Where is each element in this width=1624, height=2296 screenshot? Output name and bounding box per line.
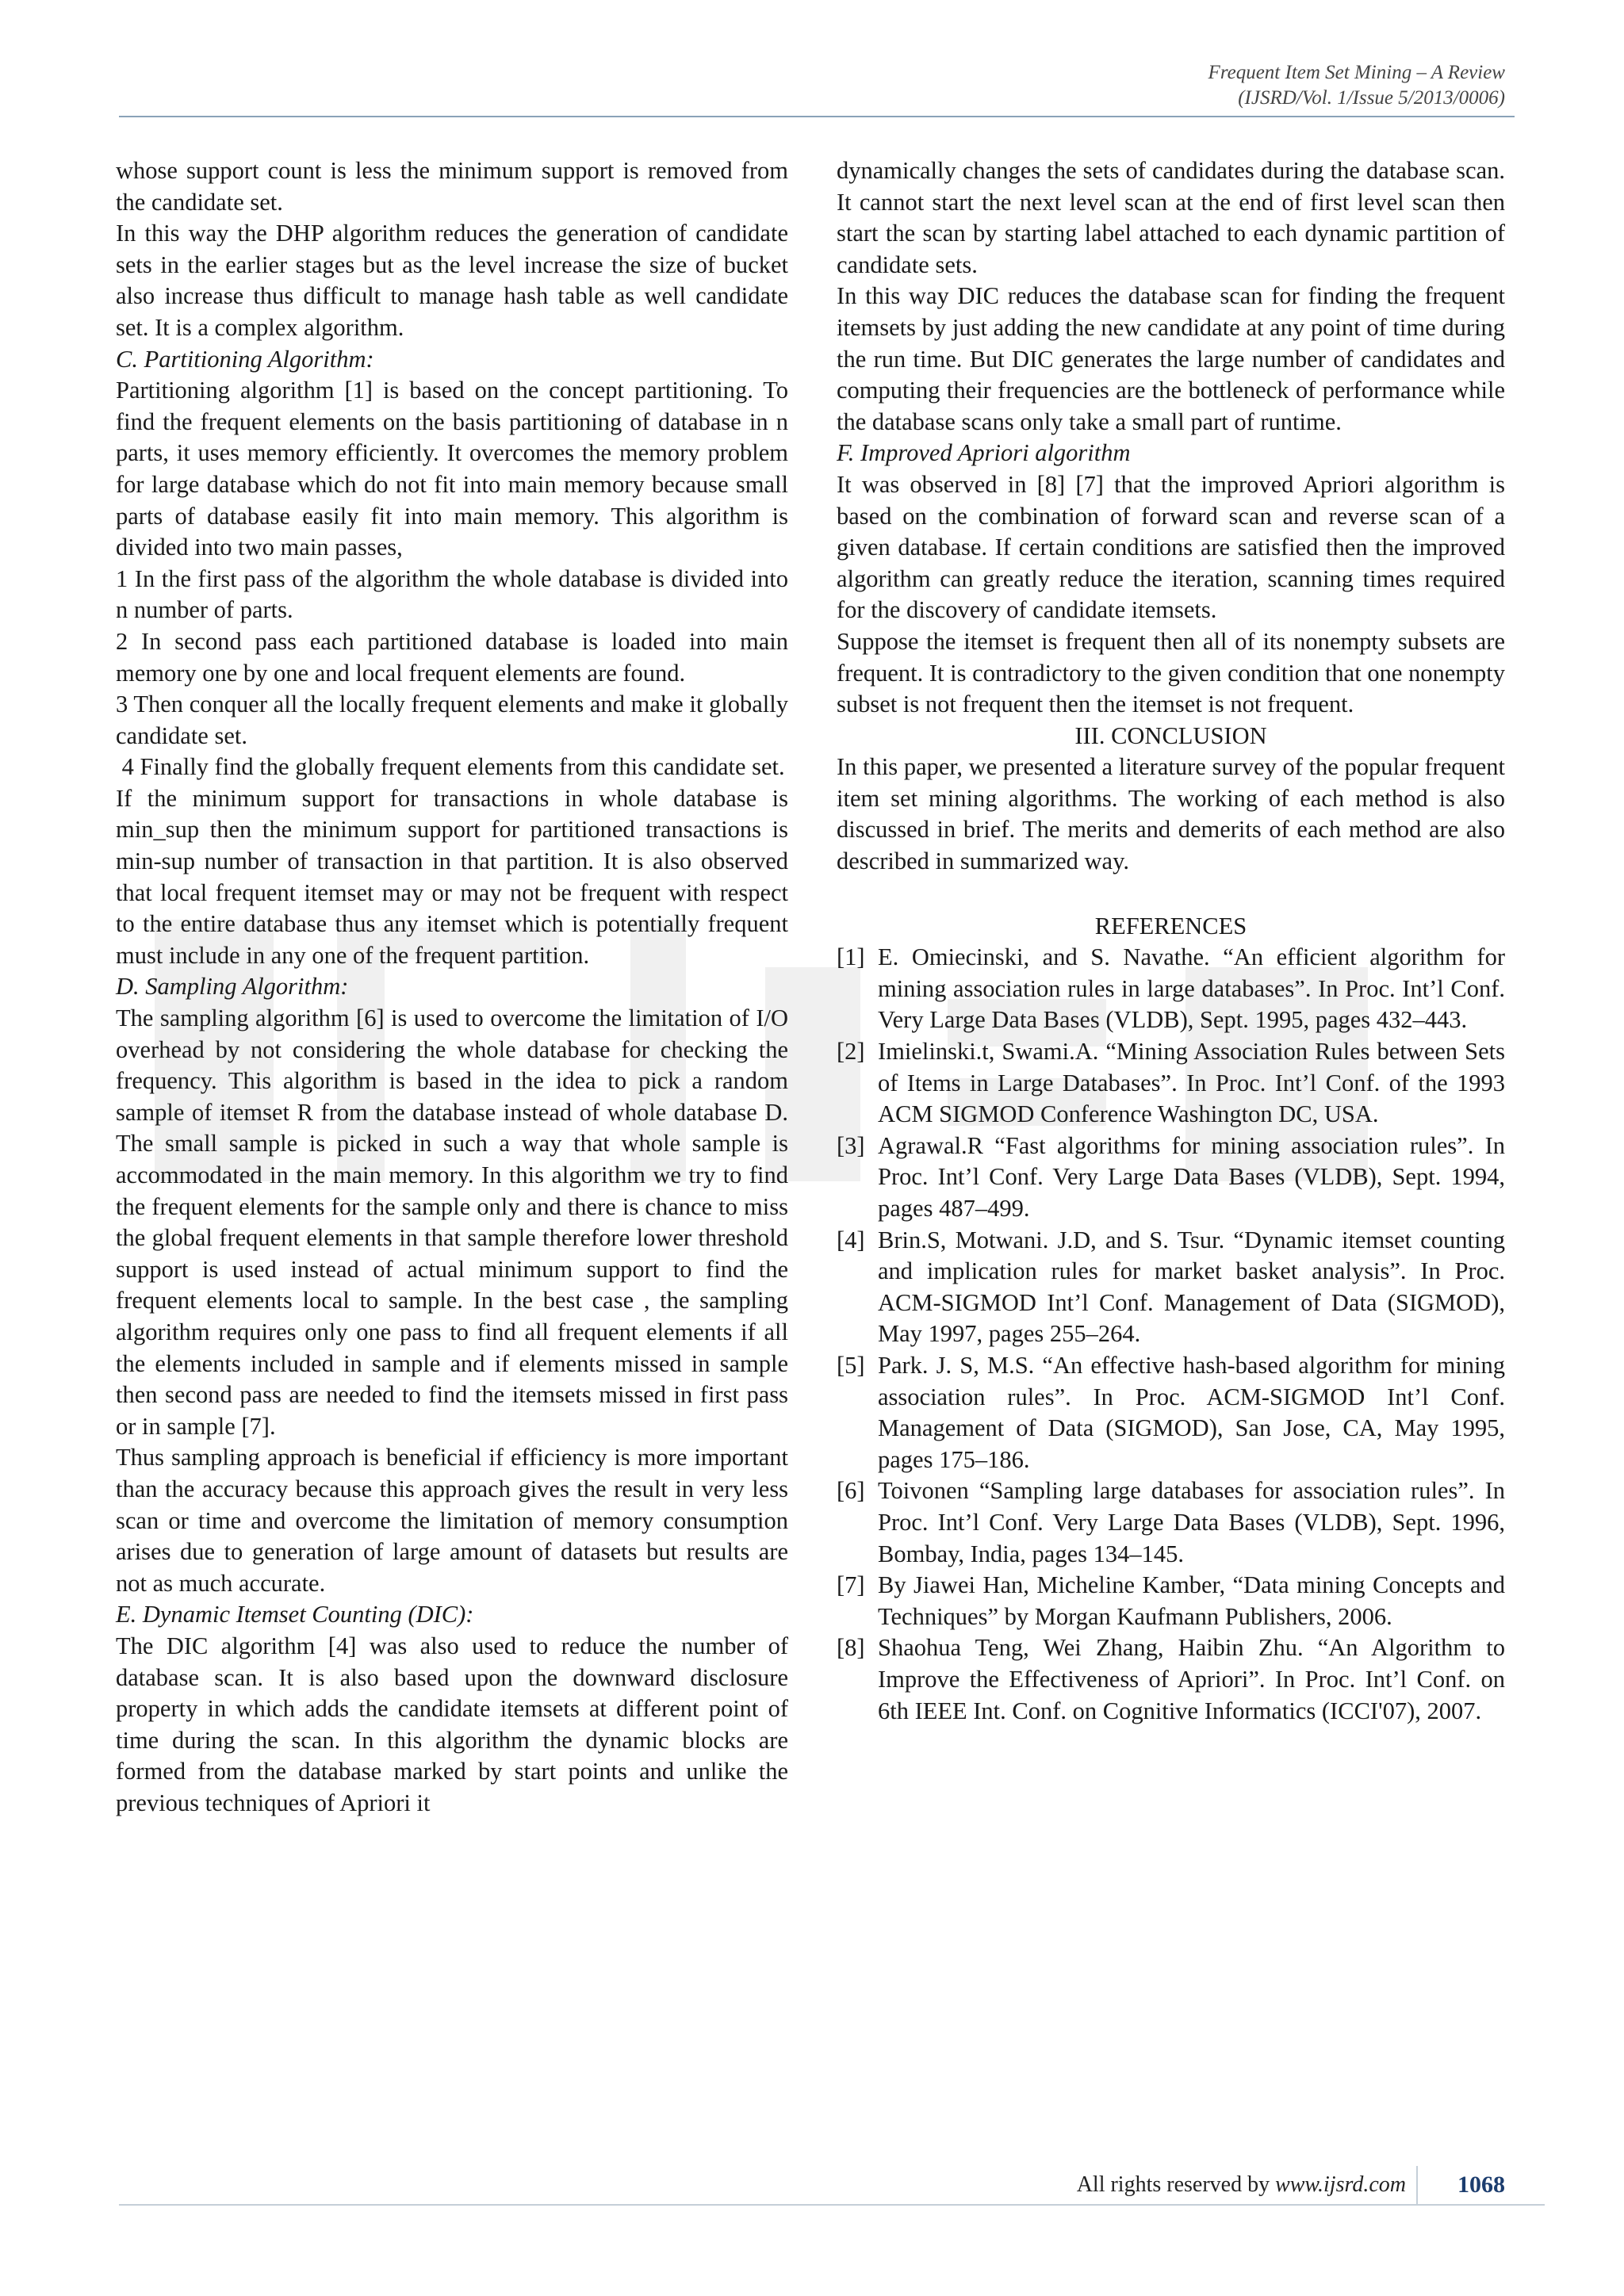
- left-column: [116, 155, 788, 1819]
- rights-text: All rights reserved by: [1076, 2172, 1276, 2197]
- paragraph: 4 Finally find the globally frequent elements from this candidate set.: [116, 753, 785, 781]
- paragraph: whose support count is less the minimum support is removed from the candidate set.: [116, 157, 788, 216]
- reference-number: [3]: [837, 1131, 865, 1159]
- paragraph: Partitioning algorithm [1] is based on the concept partitioning. To find the frequent elements on the basis partitioning of database in n parts, it uses memory efficiently. It overcomes the memory problem for large database which do not fit into main memory because small parts of database easily fit into main memory. This algorithm is divided into two main passes,: [116, 377, 788, 561]
- running-header: [1208, 60, 1505, 111]
- reference-text: Park. J. S, M.S. “An effective hash-based algorithm for mining association rules”. In Proc. ACM-SIGMOD Int’l Conf. Management of Data (SIGMOD), San Jose, CA, May 1995, pages 175–186.: [878, 1351, 1505, 1473]
- paragraph: The sampling algorithm [6] is used to overcome the limitation of I/O overhead by not considering the whole database for checking the frequency. This algorithm is based in the idea to pick a random sample of itemset R from the database instead of whole database D. The small sample is picked in such a way that whole sample is accommodated in the main memory. In this algorithm we try to find the frequent elements for the sample only and there is chance to miss the global frequent elements in that sample therefore lower threshold support is used instead of actual minimum support to find the frequent elements local to sample. In the best case , the sampling algorithm requires only one pass to find all frequent elements if all the elements included in sample and if elements missed in sample then second pass are needed to find the itemsets missed in first pass or in sample [7].: [116, 1004, 788, 1440]
- section-heading-e: E. Dynamic Itemset Counting (DIC):: [116, 1601, 474, 1628]
- reference-text: Imielinski.t, Swami.A. “Mining Association Rules between Sets of Items in Large Databases”. In Proc. Int’l Conf. of the 1993 ACM SIGMOD Conference Washington DC, USA.: [878, 1038, 1505, 1128]
- reference-text: By Jiawei Han, Micheline Kamber, “Data mining Concepts and Techniques” by Morgan Kaufmann Publishers, 2006.: [878, 1571, 1505, 1630]
- paragraph: In this way DIC reduces the database scan for finding the frequent itemsets by just adding the new candidate at any point of time during the run time. But DIC generates the large number of candidates and computing their frequencies are the bottleneck of performance while the database scans only take a small part of runtime.: [837, 282, 1505, 435]
- paragraph: 2 In second pass each partitioned database is loaded into main memory one by one and local frequent elements are found.: [116, 627, 788, 687]
- paragraph: It was observed in [8] [7] that the improved Apriori algorithm is based on the combination of forward scan and reverse scan of a given database. If certain conditions are satisfied then the improved algorithm can greatly reduce the iteration, scanning times required for the discovery of candidate itemsets.: [837, 470, 1505, 624]
- reference-item: [837, 1036, 1505, 1131]
- section-heading-d: D. Sampling Algorithm:: [116, 973, 349, 1001]
- reference-text: Shaohua Teng, Wei Zhang, Haibin Zhu. “An Algorithm to Improve the Effectiveness of Apriori”. In Proc. Int’l Conf. on 6th IEEE Int. Conf. on Cognitive Informatics (ICCI'07), 2007.: [878, 1634, 1505, 1724]
- reference-number: [6]: [837, 1477, 865, 1505]
- reference-text: E. Omiecinski, and S. Navathe. “An efficient algorithm for mining association rules in large databases”. In Proc. Int’l Conf. Very Large Data Bases (VLDB), Sept. 1995, pages 432–443.: [878, 943, 1505, 1034]
- reference-text: Brin.S, Motwani. J.D, and S. Tsur. “Dynamic itemset counting and implication rules for market basket analysis”. In Proc. ACM-SIGMOD Int’l Conf. Management of Data (SIGMOD), May 1997, pages 255–264.: [878, 1226, 1505, 1348]
- references-heading: REFERENCES: [1094, 912, 1247, 939]
- reference-item: [837, 942, 1505, 1036]
- header-rule: [119, 116, 1515, 117]
- journal-citation: (IJSRD/Vol. 1/Issue 5/2013/0006): [1238, 87, 1505, 109]
- footer-rule: [119, 2204, 1545, 2206]
- reference-item: [837, 1131, 1505, 1225]
- reference-number: [4]: [837, 1226, 865, 1253]
- page-footer: [0, 2156, 1624, 2252]
- footer-rights: [1077, 2172, 1406, 2198]
- paragraph: Thus sampling approach is beneficial if efficiency is more important than the accuracy because this approach gives the result in very less scan or time and overcome the limitation of memory consumption arises due to generation of large amount of datasets but results are not as much accurate.: [116, 1444, 788, 1597]
- paragraph: Suppose the itemset is frequent then all of its nonempty subsets are frequent. It is contradictory to the given condition that one nonempty subset is not frequent then the itemset is not frequent.: [837, 627, 1505, 718]
- paragraph: In this paper, we presented a literature survey of the popular frequent item set mining algorithms. The working of each method is also discussed in brief. The merits and demerits of each method are also described in summarized way.: [837, 753, 1505, 875]
- paragraph: 3 Then conquer all the locally frequent elements and make it globally candidate set.: [116, 691, 788, 749]
- site-link[interactable]: www.ijsrd.com: [1275, 2172, 1406, 2197]
- paragraph: dynamically changes the sets of candidates during the database scan. It cannot start the next level scan at the end of first level scan then start the scan by starting label attached to each dynamic partition of candidate sets.: [837, 157, 1505, 278]
- reference-item: [837, 1475, 1505, 1570]
- paragraph: If the minimum support for transactions in whole database is min_sup then the minimum support for partitioned transactions is min-sup number of transaction in that partition. It is also observed that local frequent itemset may or may not be frequent with respect to the entire database thus any itemset which is potentially frequent must include in any one of the frequent partition.: [116, 784, 788, 969]
- section-heading-f: F. Improved Apriori algorithm: [837, 439, 1131, 467]
- conclusion-heading: III. CONCLUSION: [1074, 721, 1267, 749]
- reference-text: Toivonen “Sampling large databases for association rules”. In Proc. Int’l Conf. Very Large Data Bases (VLDB), Sept. 1996, Bombay, India, pages 134–145.: [878, 1477, 1505, 1567]
- reference-text: Agrawal.R “Fast algorithms for mining association rules”. In Proc. Int’l Conf. Very Large Data Bases (VLDB), Sept. 1994, pages 487–499.: [878, 1131, 1505, 1222]
- reference-list: [837, 942, 1505, 1727]
- page-number: 1068: [1416, 2166, 1545, 2204]
- reference-number: [5]: [837, 1351, 865, 1379]
- reference-number: [7]: [837, 1571, 865, 1599]
- reference-number: [2]: [837, 1038, 865, 1066]
- reference-item: [837, 1632, 1505, 1727]
- reference-item: [837, 1225, 1505, 1350]
- paragraph: 1 In the first pass of the algorithm the whole database is divided into n number of parts.: [116, 564, 788, 624]
- reference-item: [837, 1350, 1505, 1475]
- section-heading-c: C. Partitioning Algorithm:: [116, 345, 374, 373]
- reference-number: [1]: [837, 943, 865, 971]
- journal-title: Frequent Item Set Mining – A Review: [1208, 62, 1505, 83]
- paragraph: In this way the DHP algorithm reduces the generation of candidate sets in the earlier stages but as the level increase the size of bucket also increase thus difficult to manage hash table as well candidate set. It is a complex algorithm.: [116, 220, 788, 341]
- reference-item: [837, 1570, 1505, 1632]
- reference-number: [8]: [837, 1634, 865, 1662]
- right-column: [837, 155, 1505, 1727]
- paragraph: The DIC algorithm [4] was also used to reduce the number of database scan. It is also based upon the downward disclosure property in which adds the candidate itemsets at different point of time during the scan. In this algorithm the dynamic blocks are formed from the database marked by start points and unlike the previous techniques of Apriori it: [116, 1632, 788, 1816]
